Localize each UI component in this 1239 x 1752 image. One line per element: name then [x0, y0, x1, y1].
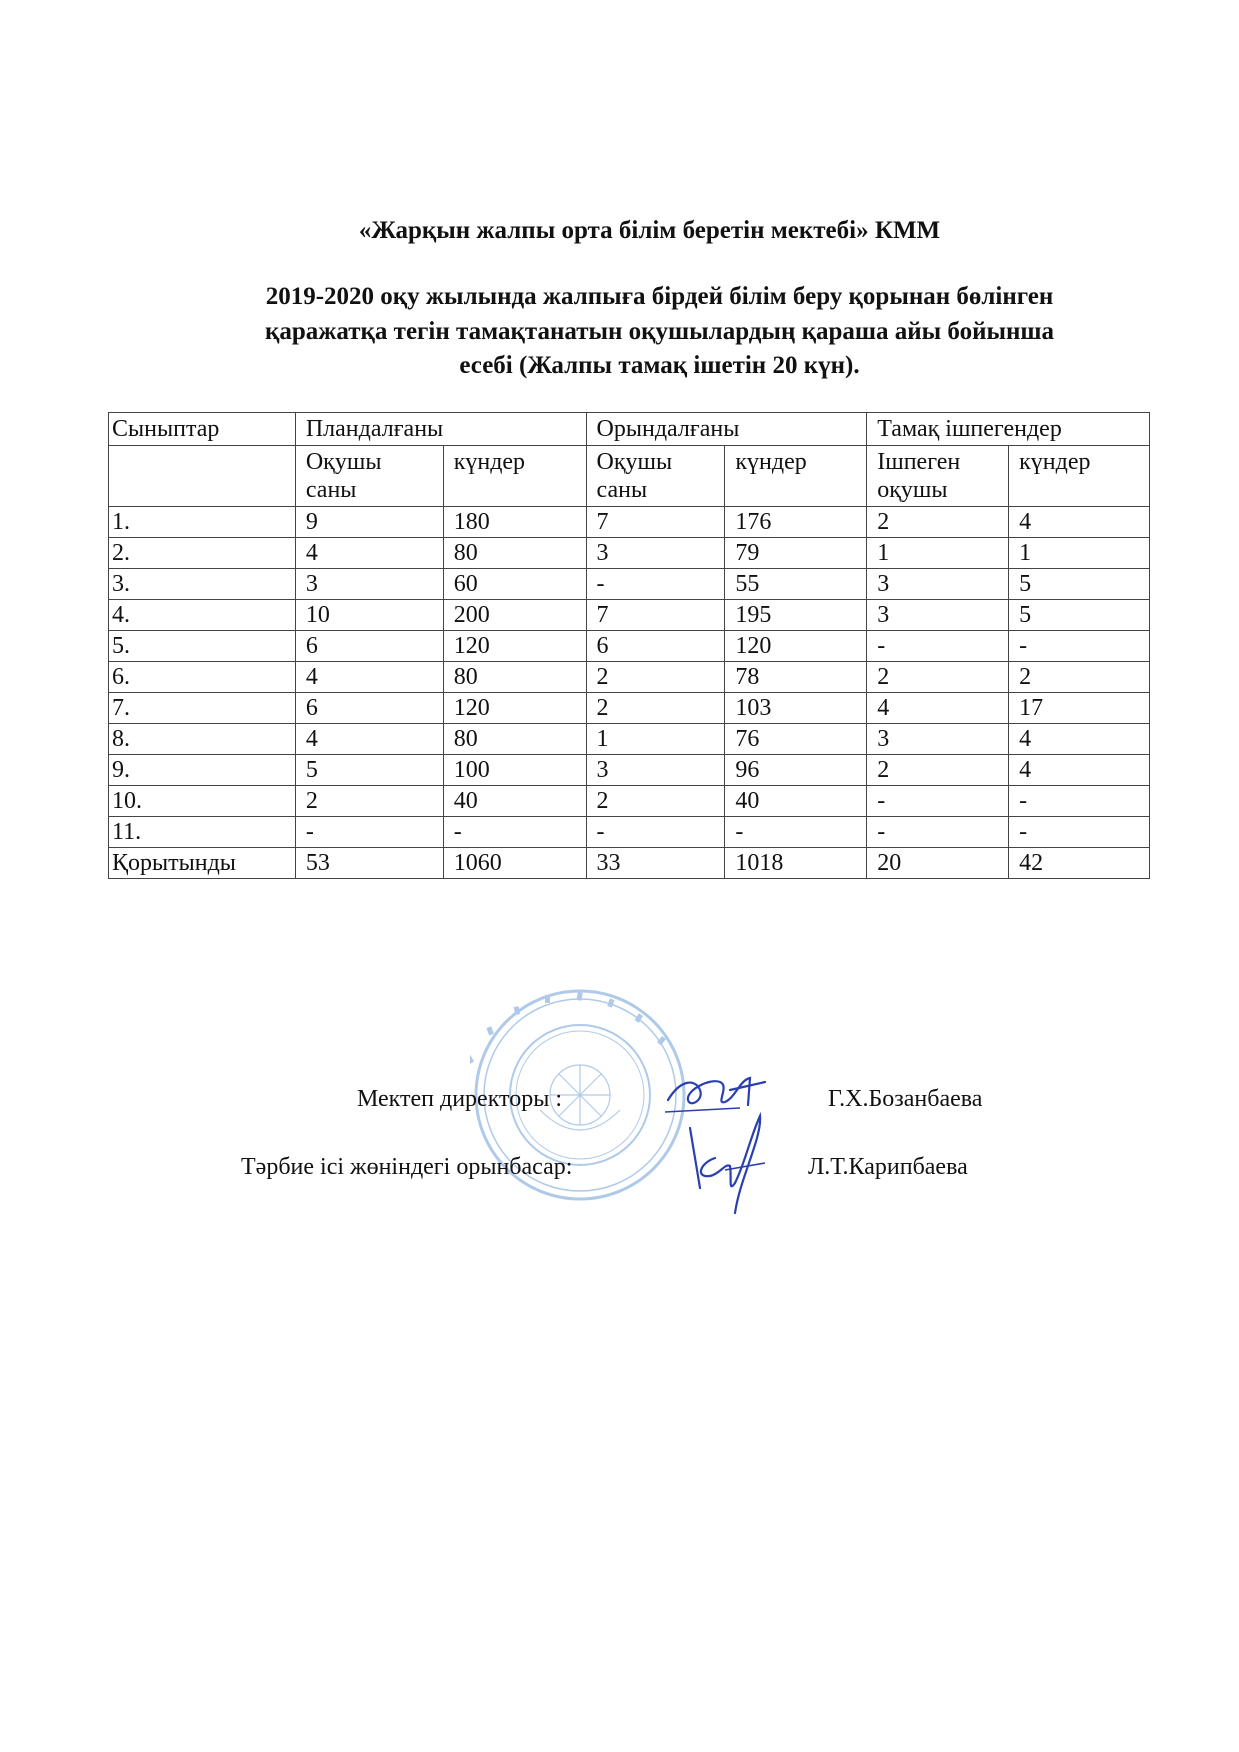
row-label-cell: 8. [109, 724, 296, 755]
row-label-cell: 3. [109, 569, 296, 600]
table-cell: 78 [725, 662, 867, 693]
table-cell: 6 [586, 631, 725, 662]
table-cell: 3 [867, 600, 1009, 631]
table-cell: 5 [1009, 569, 1150, 600]
header-classes: Сыныптар [109, 413, 296, 446]
table-cell: 7 [586, 507, 725, 538]
header-executed: Орындалғаны [586, 413, 867, 446]
table-row [109, 507, 1150, 538]
table-row [109, 538, 1150, 569]
table-cell: 4 [1009, 755, 1150, 786]
table-cell: 17 [1009, 693, 1150, 724]
table-cell: 42 [1009, 848, 1150, 879]
table-cell: 3 [586, 538, 725, 569]
table-cell: 5 [295, 755, 443, 786]
table-cell: 40 [443, 786, 586, 817]
director-name: Г.Х.Бозанбаева [828, 1086, 983, 1112]
table-cell: 100 [443, 755, 586, 786]
table-cell: - [295, 817, 443, 848]
table-cell: 80 [443, 662, 586, 693]
subheader-not-eaten-students: Ішпеген оқушы [867, 446, 1009, 507]
table-cell: 120 [725, 631, 867, 662]
row-label-cell: 11. [109, 817, 296, 848]
subheader-planned-days: күндер [443, 446, 586, 507]
report-subtitle-line-1: 2019-2020 оқу жылында жалпыға бірдей білім беру қорынан бөлінген [265, 283, 1054, 310]
table-cell: 80 [443, 724, 586, 755]
row-label-cell: 7. [109, 693, 296, 724]
table-cell: 6 [295, 693, 443, 724]
table-cell: 76 [725, 724, 867, 755]
subheader-not-eaten-days: күндер [1009, 446, 1150, 507]
table-cell: 3 [867, 724, 1009, 755]
table-cell: 4 [1009, 507, 1150, 538]
table-cell: 4 [295, 724, 443, 755]
table-cell: 4 [1009, 724, 1150, 755]
table-cell: 79 [725, 538, 867, 569]
table-cell: 2 [1009, 662, 1150, 693]
subheader-executed-students: Оқушы саны [586, 446, 725, 507]
table-cell: 1 [1009, 538, 1150, 569]
table-cell: 5 [1009, 600, 1150, 631]
deputy-signature-icon [670, 1108, 780, 1218]
header-not-eaten: Тамақ ішпегендер [867, 413, 1150, 446]
table-cell: 3 [586, 755, 725, 786]
table-cell: 4 [295, 538, 443, 569]
row-label-cell: 1. [109, 507, 296, 538]
table-cell: 2 [867, 507, 1009, 538]
deputy-label: Тәрбие ісі жөніндегі орынбасар: [241, 1154, 573, 1180]
table-cell: 7 [586, 600, 725, 631]
table-cell: 2 [586, 786, 725, 817]
table-cell: 2 [867, 662, 1009, 693]
table-cell: 3 [867, 569, 1009, 600]
table-cell: 195 [725, 600, 867, 631]
table-cell: - [867, 631, 1009, 662]
table-cell: 176 [725, 507, 867, 538]
table-cell: 6 [295, 631, 443, 662]
table-cell: 9 [295, 507, 443, 538]
row-label-cell: 4. [109, 600, 296, 631]
table-cell: - [867, 786, 1009, 817]
table-row [109, 693, 1150, 724]
table-cell: 33 [586, 848, 725, 879]
table-cell: - [586, 569, 725, 600]
table-sub-header-row [109, 446, 1150, 507]
subheader-planned-students: Оқушы саны [295, 446, 443, 507]
subheader-empty [109, 446, 296, 507]
row-label-cell: Қорытынды [109, 848, 296, 879]
table-cell: - [1009, 817, 1150, 848]
table-cell: 120 [443, 693, 586, 724]
table-row [109, 755, 1150, 786]
organization-title: «Жарқын жалпы орта білім беретін мектебі» КММ [358, 217, 941, 244]
table-cell: 2 [586, 693, 725, 724]
table-cell: 2 [586, 662, 725, 693]
table-cell: 80 [443, 538, 586, 569]
table-group-header-row [109, 413, 1150, 446]
table-row [109, 631, 1150, 662]
table-cell: - [1009, 631, 1150, 662]
row-label-cell: 9. [109, 755, 296, 786]
report-subtitle-line-3: есебі (Жалпы тамақ ішетін 20 күн). [459, 352, 860, 379]
table-cell: 4 [867, 693, 1009, 724]
director-label: Мектеп директоры : [357, 1086, 563, 1112]
row-label-cell: 6. [109, 662, 296, 693]
table-cell: 200 [443, 600, 586, 631]
subheader-executed-days: күндер [725, 446, 867, 507]
table-cell: 40 [725, 786, 867, 817]
table-cell: 53 [295, 848, 443, 879]
table-cell: 60 [443, 569, 586, 600]
table-cell: 20 [867, 848, 1009, 879]
table-cell: 2 [295, 786, 443, 817]
table-cell: 96 [725, 755, 867, 786]
table-cell: - [725, 817, 867, 848]
table-row [109, 817, 1150, 848]
table-row [109, 569, 1150, 600]
table-cell: 3 [295, 569, 443, 600]
meals-report-table [108, 412, 1150, 879]
deputy-name: Л.Т.Карипбаева [808, 1154, 968, 1180]
table-cell: - [586, 817, 725, 848]
table-cell: 1060 [443, 848, 586, 879]
table-cell: - [1009, 786, 1150, 817]
table-row [109, 600, 1150, 631]
table-row [109, 724, 1150, 755]
table-cell: 180 [443, 507, 586, 538]
table-cell: 120 [443, 631, 586, 662]
table-row [109, 662, 1150, 693]
table-cell: 1018 [725, 848, 867, 879]
table-cell: - [443, 817, 586, 848]
report-subtitle-line-2: қаражатқа тегін тамақтанатын оқушылардың қараша айы бойынша [264, 318, 1055, 345]
table-cell: - [867, 817, 1009, 848]
table-cell: 55 [725, 569, 867, 600]
header-planned: Пландалғаны [295, 413, 586, 446]
row-label-cell: 10. [109, 786, 296, 817]
row-label-cell: 5. [109, 631, 296, 662]
table-cell: 1 [586, 724, 725, 755]
table-cell: 10 [295, 600, 443, 631]
table-cell: 4 [295, 662, 443, 693]
table-cell: 2 [867, 755, 1009, 786]
row-label-cell: 2. [109, 538, 296, 569]
table-row [109, 786, 1150, 817]
table-cell: 103 [725, 693, 867, 724]
table-cell: 1 [867, 538, 1009, 569]
table-row [109, 848, 1150, 879]
